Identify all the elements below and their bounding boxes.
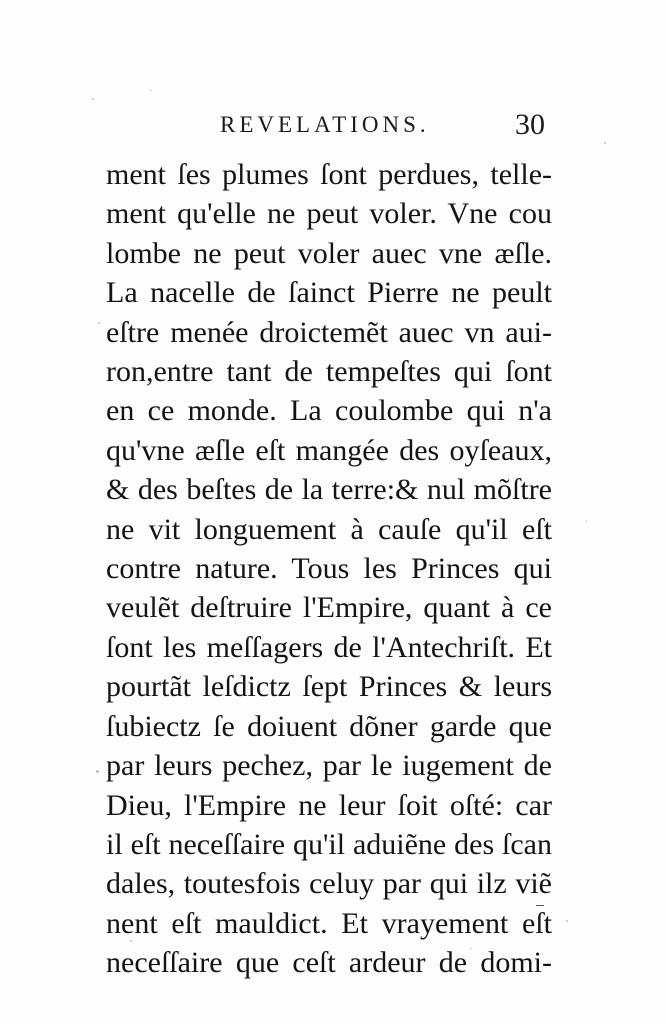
paper-speckle	[98, 322, 100, 324]
text-line: en ce monde. La coulombe qui n'a	[106, 394, 552, 428]
page-number: 30	[515, 108, 545, 141]
text-line: contre nature. Tous les Princes qui	[106, 552, 552, 586]
body-text	[106, 155, 552, 983]
text-line: & des beſtes de la terre:& nul mõſtre	[106, 473, 552, 507]
text-line: ron,entre tant de tempeſtes qui ſont	[106, 355, 552, 389]
text-line: ne vit longuement à cauſe qu'il eſt	[106, 512, 552, 546]
text-line: par leurs pechez, par le iugement de	[106, 749, 552, 783]
text-line: lombe ne peut voler auec vne æſle.	[106, 236, 552, 270]
text-line: ſont les meſſagers de l'Antechriſt. Et	[106, 630, 552, 664]
paper-speckle	[96, 770, 99, 773]
text-line: eſtre menée droictemẽt auec vn aui-	[106, 315, 552, 349]
paper-speckle	[604, 142, 606, 144]
text-line: nent eſt mauldict. Et vrayement eſt	[106, 906, 552, 940]
text-line: pourtãt leſdictz ſept Princes & leurs	[106, 670, 552, 704]
paper-speckle	[92, 98, 94, 100]
text-line: qu'vne æſle eſt mangée des oyſeaux,	[106, 433, 552, 467]
text-line: ment qu'elle ne peut voler. Vne cou	[106, 197, 552, 231]
paper-speckle	[150, 90, 152, 91]
paper-speckle	[586, 520, 587, 522]
text-line: il eſt neceſſaire qu'il aduiẽne des ſcan	[106, 827, 552, 861]
paper-speckle	[566, 920, 568, 922]
text-line: veulẽt deſtruire l'Empire, quant à ce	[106, 591, 552, 625]
text-line: La nacelle de ſainct Pierre ne peult	[106, 276, 552, 310]
running-title: REVELATIONS.	[220, 112, 430, 137]
text-line: ment ſes plumes ſont perdues, telle-	[106, 158, 552, 191]
line-end-mark	[536, 905, 544, 906]
text-line: Dieu, l'Empire ne leur ſoit oſté: car	[106, 788, 552, 822]
text-line: ſubiectz ſe doiuent dõner garde que	[106, 709, 552, 743]
text-line: neceſſaire que ceſt ardeur de domi-	[106, 946, 552, 980]
text-line: dales, toutesfois celuy par qui ilz viẽ	[106, 867, 552, 901]
